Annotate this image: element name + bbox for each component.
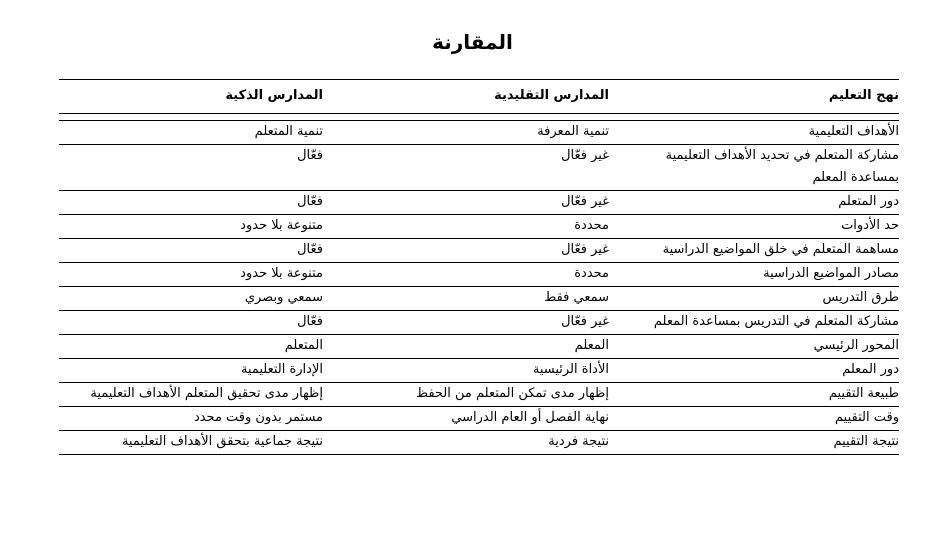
cell-smart: المتعلم [59, 335, 329, 359]
cell-traditional: غير فعّال [329, 239, 609, 263]
cell-traditional: محددة [329, 215, 609, 239]
cell-traditional: تنمية المعرفة [329, 121, 609, 145]
cell-smart: فعّال [59, 145, 329, 191]
cell-smart: الإدارة التعليمية [59, 359, 329, 383]
header-traditional: المدارس التقليدية [329, 80, 609, 114]
cell-traditional: غير فعّال [329, 145, 609, 191]
cell-traditional: غير فعّال [329, 311, 609, 335]
table-row [59, 335, 899, 359]
cell-smart: فعّال [59, 311, 329, 335]
table-row [59, 191, 899, 215]
header-approach: نهج التعليم [609, 80, 899, 114]
cell-smart: نتيجة جماعية بتحقق الأهداف التعليمية [59, 431, 329, 455]
cell-smart: تنمية المتعلم [59, 121, 329, 145]
table-row [59, 145, 899, 191]
header-smart: المدارس الذكية [59, 80, 329, 114]
cell-smart: فعّال [59, 239, 329, 263]
cell-approach: حد الأدوات [609, 215, 899, 239]
table-row [59, 407, 899, 431]
table-row [59, 311, 899, 335]
cell-traditional: المعلم [329, 335, 609, 359]
cell-approach: مصادر المواضيع الدراسية [609, 263, 899, 287]
cell-approach: الأهداف التعليمية [609, 121, 899, 145]
cell-smart: مستمر بدون وقت محدد [59, 407, 329, 431]
table-row [59, 121, 899, 145]
table-row [59, 239, 899, 263]
cell-traditional: محددة [329, 263, 609, 287]
cell-traditional: نهاية الفصل أو العام الدراسي [329, 407, 609, 431]
cell-approach: دور المعلم [609, 359, 899, 383]
cell-approach: مساهمة المتعلم في خلق المواضيع الدراسية [609, 239, 899, 263]
comparison-table [59, 79, 899, 455]
cell-traditional: إظهار مدى تمكن المتعلم من الحفظ [329, 383, 609, 407]
table-row [59, 431, 899, 455]
cell-traditional: الأداة الرئيسية [329, 359, 609, 383]
cell-approach: المحور الرئيسي [609, 335, 899, 359]
cell-smart: متنوعة بلا حدود [59, 263, 329, 287]
cell-approach: طرق التدريس [609, 287, 899, 311]
cell-smart: فعّال [59, 191, 329, 215]
table-row [59, 287, 899, 311]
cell-smart: سمعي وبصري [59, 287, 329, 311]
cell-traditional: غير فعّال [329, 191, 609, 215]
table-row [59, 383, 899, 407]
cell-traditional: نتيجة فردية [329, 431, 609, 455]
cell-approach: مشاركة المتعلم في تحديد الأهداف التعليمية بمساعدة المعلم [609, 145, 899, 191]
cell-approach: مشاركة المتعلم في التدريس بمساعدة المعلم [609, 311, 899, 335]
page-title: المقارنة [432, 30, 513, 54]
cell-smart: إظهار مدى تحقيق المتعلم الأهداف التعليمية [59, 383, 329, 407]
table-row [59, 359, 899, 383]
table-row [59, 215, 899, 239]
header-row [59, 80, 899, 114]
cell-approach: دور المتعلم [609, 191, 899, 215]
cell-smart: متنوعة بلا حدود [59, 215, 329, 239]
cell-approach: نتيجة التقييم [609, 431, 899, 455]
cell-approach: طبيعة التقييم [609, 383, 899, 407]
cell-approach: وقت التقييم [609, 407, 899, 431]
cell-traditional: سمعي فقط [329, 287, 609, 311]
table-row [59, 263, 899, 287]
